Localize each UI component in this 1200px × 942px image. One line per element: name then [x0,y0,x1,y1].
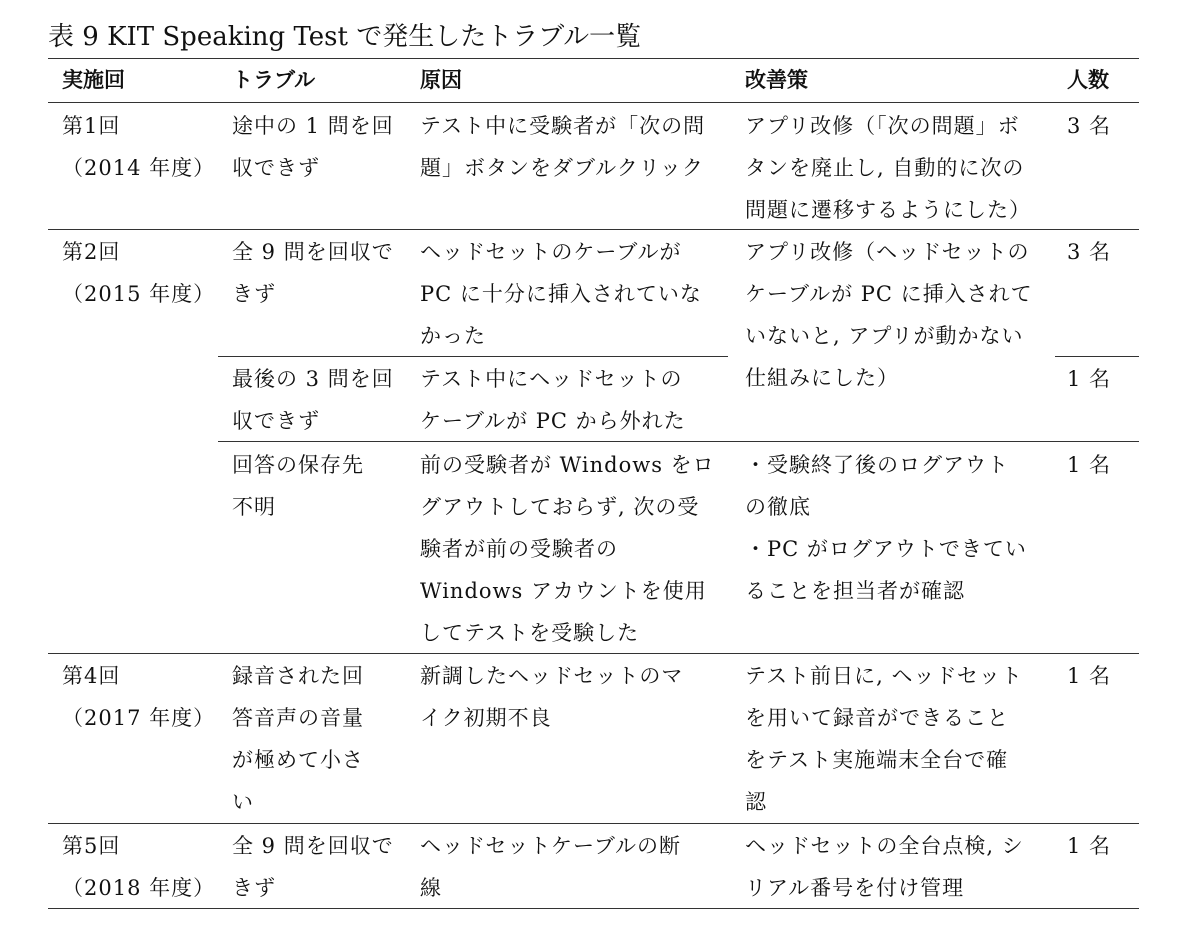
row1-count: 3 名 [1067,114,1112,138]
row3-trouble: 最後の 3 問を回 収できず [232,367,394,433]
row2-cause: ヘッドセットのケーブルが PC に十分に挿入されていな かった [420,240,702,348]
header-cause: 原因 [420,68,462,92]
row3-count: 1 名 [1067,367,1112,391]
row4-improvement: ・受験終了後のログアウト の徹底 ・PC がログアウトできてい ることを担当者が確認 [745,453,1027,603]
row5-cause: 新調したヘッドセットのマ イク初期不良 [420,664,684,730]
row1-round: 第1回 （2014 年度） [62,114,216,180]
row2-trouble: 全 9 問を回収で きず [232,240,394,306]
header-bottom-rule [48,102,1139,103]
table-caption: 表 9 KIT Speaking Test で発生したトラブル一覧 [48,22,642,52]
row1-improvement: アプリ改修（「次の問題」ボ タンを廃止し, 自動的に次の 問題に遷移するようにした） [745,114,1031,222]
row1-cause: テスト中に受験者が「次の問 題」ボタンをダブルクリック [420,114,706,180]
row4-count: 1 名 [1067,453,1112,477]
row6-count: 1 名 [1067,834,1112,858]
header-round: 実施回 [62,68,125,92]
row5-round: 第4回 （2017 年度） [62,664,216,730]
row-divider [48,823,1139,824]
row5-trouble: 録音された回 答音声の音量 が極めて小さ い [232,664,364,814]
row4-cause: 前の受験者が Windows をロ グアウトしておらず, 次の受 験者が前の受験者の Windows アカウントを使用 してテストを受験した [420,453,715,645]
row-divider-partial-count [1055,356,1139,357]
row6-improvement: ヘッドセットの全台点検, シ リアル番号を付け管理 [745,834,1024,900]
header-trouble: トラブル [232,68,316,92]
row3-cause: テスト中にヘッドセットの ケーブルが PC から外れた [420,367,686,433]
row6-trouble: 全 9 問を回収で きず [232,834,394,900]
row5-improvement: テスト前日に, ヘッドセット を用いて録音ができること をテスト実施端末全台で確 認 [745,664,1023,814]
row2-count: 3 名 [1067,240,1112,264]
row2-improvement: アプリ改修（ヘッドセットの ケーブルが PC に挿入されて いないと, アプリが動かない 仕組みにした） [745,240,1033,390]
row6-cause: ヘッドセットケーブルの断 線 [420,834,682,900]
row5-count: 1 名 [1067,664,1112,688]
row2-round: 第2回 （2015 年度） [62,240,216,306]
header-improvement: 改善策 [745,68,808,92]
row4-trouble: 回答の保存先 不明 [232,453,364,519]
row1-trouble: 途中の 1 問を回 収できず [232,114,394,180]
row6-round: 第5回 （2018 年度） [62,834,216,900]
table-top-rule [48,58,1139,59]
header-count: 人数 [1067,68,1109,92]
